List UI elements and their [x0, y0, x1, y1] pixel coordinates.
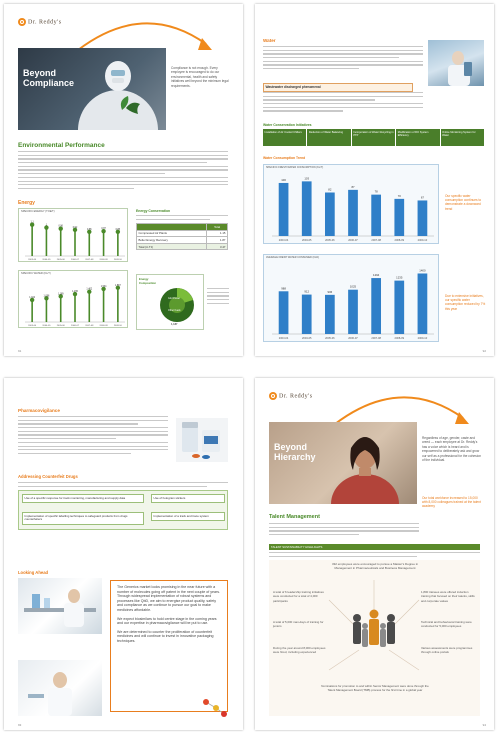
highlight-box: Wastewater discharged phenomenal [263, 83, 413, 92]
chart-data-label: 82 [328, 187, 332, 192]
logo-icon [18, 18, 26, 26]
report-page-water [255, 4, 494, 356]
company-logo: Dr. Reddy's [269, 392, 313, 400]
quote-text: We are determined to counter the proliferation of counterfeit medicines and will continue to invest in innovative packaging techniques. [117, 629, 214, 643]
report-page-pharmacovigilance [4, 378, 243, 730]
chart-bar [31, 225, 33, 256]
chart-data-label: 87 [351, 184, 355, 189]
chart-data-label: 1400 [419, 268, 426, 273]
body-paragraph [269, 552, 480, 559]
highlights-header: TALENT SUSTAINABILITY HIGHLIGHTS [269, 544, 480, 550]
chart-bar [103, 289, 105, 322]
chart-data-label: 0.85 [87, 228, 92, 231]
energy-composition-label: Energy Composition [139, 277, 157, 285]
chart-tick-label: 2006-07 [70, 259, 80, 261]
chart-data-label: 0.85 [115, 228, 121, 231]
quote-text: The Generics market looks promising in the near future with a number of molecules going off patent in the next couple of years. Through widespread implementation of robust systems and processes like QbD, we aim to energise product quality, safety and compliance as we continue to pursue our goal to make medicines affordable. [117, 585, 221, 612]
table-cell: Total (in TJ) [137, 243, 207, 250]
chart-tick-label: 2008-09 [394, 337, 405, 340]
chart-bar [394, 199, 404, 236]
chart-bar [325, 295, 335, 334]
chart-bar [46, 228, 48, 256]
subhead-initiatives: Water Conservation Initiatives [263, 123, 312, 127]
chart-bar [418, 200, 428, 236]
initiative-cell: Modification of RO System Efficiency [396, 129, 439, 146]
chart-tick-label: 2003-04 [28, 259, 37, 261]
chart-bar [46, 298, 48, 322]
chart-tick-label: 2005-06 [56, 325, 65, 327]
chart-plot [264, 255, 440, 343]
specific-energy-chart [18, 208, 128, 262]
section3-title: Looking Ahead [18, 570, 49, 575]
chart-tick-label: 2004-05 [42, 259, 51, 261]
chart-data-label: 0.96 [58, 225, 63, 228]
pie-legend-text [207, 288, 229, 306]
lab-photo-1 [18, 578, 102, 634]
body-paragraph [263, 46, 423, 72]
chart-plot [19, 271, 129, 329]
section-title: Environmental Performance [18, 142, 105, 149]
right-highlight: 1,800 trainees were offered induction training that focused on their talents, skills and corporate values [421, 590, 475, 603]
section-title: Water [263, 38, 276, 43]
highlights-diagram [269, 560, 480, 716]
chart-data-label: 67 [420, 195, 424, 200]
person-icon-group [353, 610, 395, 648]
chart-bar [302, 295, 312, 334]
chart-data-label: 78 [374, 189, 378, 194]
energy-conservation-table [136, 223, 228, 250]
molecule-icon [200, 696, 230, 720]
chart-bar [117, 232, 119, 256]
lab-scientist-illustration [18, 660, 102, 716]
table-cell: 3.47 [207, 243, 228, 250]
chart-bar [117, 288, 119, 322]
looking-ahead-quote-box [110, 580, 228, 712]
chart-bar [348, 190, 358, 236]
chart-bar [103, 231, 105, 256]
side-note: Due to extensive initiatives, our specific water consumption reduced by 7% this year [445, 294, 486, 311]
chart-tick-label: 2009-10 [417, 337, 428, 340]
chart-data-label: 1.402 [86, 288, 93, 291]
fresh-water-chart [263, 164, 439, 244]
lab-scientist-illustration [18, 578, 102, 634]
measure-item: Use of hologram stickers [151, 494, 225, 503]
table-header [137, 224, 207, 231]
chart-tick-label: 2007-08 [371, 239, 381, 242]
chart-title: SPECIFIC WATER (KL/T) [21, 272, 51, 275]
chart-tick-label: 2008-09 [99, 259, 108, 261]
chart-tick-label: 2006-07 [348, 239, 358, 242]
chart-bar [302, 181, 312, 236]
chart-bar [60, 229, 62, 256]
chart-bar [348, 290, 358, 334]
company-logo: Dr. Reddy's [18, 18, 62, 26]
chart-data-label: 1025 [349, 284, 357, 289]
chart-data-label: 70 [397, 193, 401, 198]
chart-bar [279, 183, 289, 236]
chart-bar [325, 193, 335, 236]
initiative-cell: Reduction of Water Balancing [307, 129, 350, 146]
section2-title: Addressing Counterfeit Drugs [18, 474, 78, 479]
initiative-cell: Incorporation of Water Recycling in PTP [352, 129, 395, 146]
chart-tick-label: 2008-09 [394, 239, 405, 242]
chart-tick-label: 2003-04 [28, 325, 37, 327]
chart-tick-label: 2006-07 [348, 337, 358, 340]
chart-data-label: 100 [281, 177, 286, 182]
chart-tick-label: 2005-06 [325, 239, 335, 242]
subhead-trend: Water Consumption Trend [263, 156, 306, 160]
table-cell: Boiler Energy Recovery [137, 237, 207, 244]
chart-data-label: 988 [281, 286, 286, 291]
body-paragraph [18, 482, 228, 489]
hero-title: Beyond Compliance [23, 68, 75, 88]
chart-data-label: 1.189 [57, 293, 64, 296]
table-cell: 1.15 [207, 230, 228, 237]
chart-tick-label: 2009-10 [113, 325, 122, 327]
hero-image [18, 48, 166, 130]
quote-text: We expect biosimilars to hold centre stage in the coming years and our expertise in pharmacovigilance will be put to use. [117, 616, 217, 626]
chart-bar [60, 296, 62, 322]
lab-photo [428, 40, 484, 86]
chart-bar [371, 278, 381, 334]
table-row [137, 237, 228, 244]
left-highlight: A total of 6 leadership training initiatives were conducted for a total of 4,000 participants [273, 590, 324, 603]
woman-portrait-illustration [269, 422, 417, 504]
initiatives-table [263, 129, 484, 146]
chart-data-label: 1.1 [30, 221, 34, 224]
chart-bar [74, 294, 76, 322]
chart-tick-label: 2009-10 [113, 259, 122, 261]
chart-data-label: 0.87 [101, 228, 106, 231]
energy-conservation-text [136, 215, 228, 222]
lab-worker-illustration [428, 40, 484, 86]
hero-side-text: Regardless of age, gender, caste and creed — each employee at Dr. Reddy's has a voice which is heard and is empowered to deliberately ask and grow our self as a professional for the cohesion of the individual. [422, 436, 482, 463]
measure-item: Implementation of a track and trace system [151, 512, 225, 521]
orange-side-note: Our total workforce increased to 15,000 with 8,000 colleagues trained at the talent academy [422, 496, 481, 509]
pie-label: Grid Power [168, 297, 180, 300]
chart-data-label: 1235 [396, 275, 403, 280]
chart-data-label: 1 [45, 224, 48, 227]
energy-conservation-label: Energy Conservation [136, 209, 171, 213]
chart-plot [264, 165, 440, 245]
chart-bar [31, 300, 33, 322]
chart-tick-label: 2009-10 [417, 239, 428, 242]
body-paragraph [269, 523, 419, 538]
chart-bar [88, 292, 90, 322]
chart-tick-label: 2003-04 [278, 239, 289, 242]
lab-photo-2 [18, 660, 102, 716]
table-row [137, 243, 228, 250]
table-cell: 1.87 [207, 237, 228, 244]
chart-bar [88, 232, 90, 256]
report-page-environment [4, 4, 243, 356]
chart-data-label: 103 [304, 176, 310, 181]
chart-data-label: 1.587 [114, 284, 121, 287]
chart-title: SPECIFIC FRESH WATER CONSUMPTION (KL/T) [266, 166, 324, 169]
chart-tick-label: 2007-08 [85, 325, 94, 327]
measure-item: Implementation of specific labelling techniques to safeguard products from drugs counterfeiters [22, 512, 144, 525]
body-paragraph [18, 151, 228, 192]
page-number: 93 [18, 723, 22, 727]
bottom-highlight: Nominations for promotion to and within Senior Management were done through the Talent Management Board (TMB) process for the first time in a global year [321, 684, 429, 693]
chart-tick-label: 2007-08 [85, 259, 94, 261]
specific-water-chart [18, 270, 128, 328]
page-number: 91 [18, 349, 22, 353]
pie-value: 1,187 [171, 323, 178, 326]
pill-bottles-illustration [176, 418, 228, 462]
left-highlight: A total of 5,000 man-days of training for juniors [273, 620, 324, 629]
chart-tick-label: 2004-05 [301, 337, 312, 340]
avg-water-chart [263, 254, 439, 342]
chart-data-label: 0.92 [72, 226, 78, 229]
chart-data-label: 906 [327, 289, 333, 294]
initiative-cell: Online Monitoring System for Water [441, 129, 484, 146]
table-cell: Compressed Air Plants [137, 230, 207, 237]
energy-composition-chart [136, 274, 204, 330]
chart-tick-label: 2007-08 [371, 337, 381, 340]
chart-tick-label: 2006-07 [70, 325, 80, 327]
chart-data-label: 912 [304, 289, 310, 294]
counterfeit-measures-box [18, 490, 228, 530]
section-title: Pharmacovigilance [18, 408, 60, 413]
chart-data-label: 1294 [373, 273, 380, 278]
hero-side-text: Compliance is not enough. Every employee is encouraged to do our environmental, health and safety initiatives well beyond the minimum legal requirements. [171, 66, 229, 88]
chart-tick-label: 2004-05 [301, 239, 312, 242]
left-highlight: During the year around 8,000 employees were hired, including experienced [273, 646, 326, 655]
table-row [137, 230, 228, 237]
report-page-talent [255, 378, 494, 730]
table-header: Total [207, 224, 228, 231]
chart-tick-label: 2003-04 [278, 337, 289, 340]
measure-item: Use of a specific response for track monitoring, manufacturing and supply data [22, 494, 144, 503]
chart-bar [74, 230, 76, 256]
chart-tick-label: 2005-06 [325, 337, 335, 340]
pill-bottles-photo [176, 418, 228, 462]
logo-icon [269, 392, 277, 400]
chart-title: SPECIFIC ENERGY (TOE/T) [21, 210, 55, 213]
chart-bar [279, 291, 289, 334]
hero-image [269, 422, 417, 504]
energy-title: Energy [18, 200, 35, 206]
body-paragraph [18, 416, 168, 457]
page-number: 94 [482, 723, 486, 727]
chart-tick-label: 2004-05 [42, 325, 51, 327]
lab-worker-illustration [18, 48, 166, 130]
chart-bar [371, 195, 381, 236]
section-title: Talent Management [269, 514, 320, 520]
chart-data-label: 1.098 [43, 295, 50, 298]
initiative-cell: Installation of Air Cooled Chillers [263, 129, 306, 146]
page-number: 92 [482, 349, 486, 353]
hero-title: Beyond Hierarchy [274, 442, 316, 462]
chart-data-label: 1.024 [29, 296, 36, 299]
pie-label: Other Fuels [168, 309, 181, 312]
chart-data-label: 1.295 [72, 291, 78, 294]
chart-bar [418, 273, 428, 334]
center-note: 332 employees were encouraged to pursue a Master's Degree in Management in Pharmaceuticals and Business Management [331, 562, 419, 571]
side-note: Our specific water consumption continues to demonstrate a downward trend [445, 194, 482, 211]
chart-title: AVERAGE FRESH WATER CONSUMED (KLD) [266, 256, 320, 259]
chart-tick-label: 2005-06 [56, 259, 65, 261]
chart-bar [394, 281, 404, 334]
right-highlight: Various assessments were programmes through online portals [421, 646, 473, 655]
chart-plot [19, 209, 129, 263]
chart-data-label: 1.534 [100, 285, 107, 288]
right-highlight: Technical and behavioural training were conducted for 5,000 employees [421, 620, 472, 629]
chart-tick-label: 2008-09 [99, 325, 108, 327]
body-paragraph [263, 92, 423, 114]
